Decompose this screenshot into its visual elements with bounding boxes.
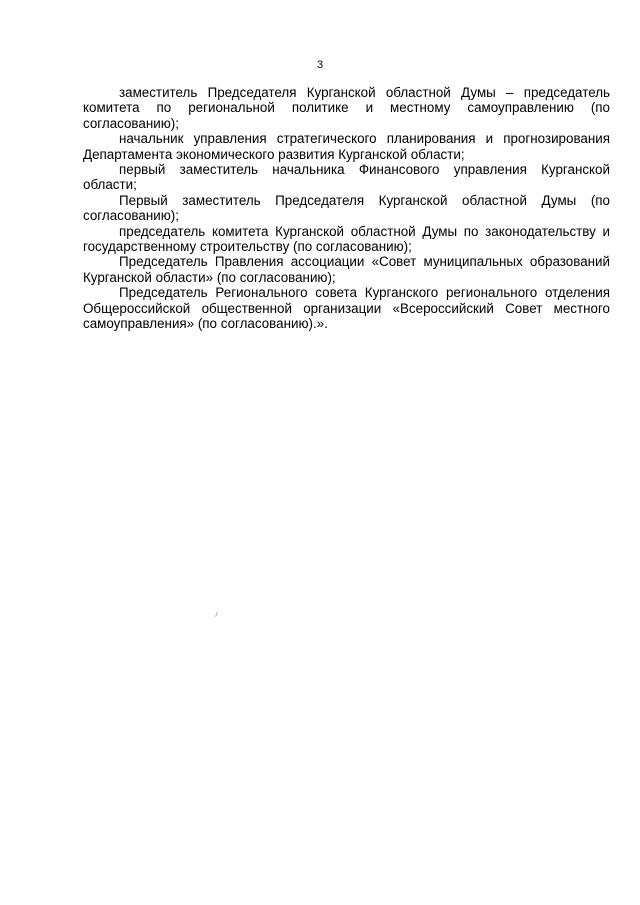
document-body: [83, 85, 610, 332]
paragraph-first-deputy-finance: первый заместитель начальника Финансового управления Курганской области;: [83, 162, 610, 193]
paragraph-chairman-regional-council: Председатель Регионального совета Курганского регионального отделения Общероссийской общественной организации «Всероссийский Совет местного самоуправления» (по согласованию).».: [83, 285, 610, 332]
paragraph-head-strategic-planning: начальник управления стратегического планирования и прогнозирования Департамента экономического развития Курганской области;: [83, 131, 610, 162]
paragraph-committee-chairman-legislation: председатель комитета Курганской областной Думы по законодательству и государственному строительству (по согласованию);: [83, 223, 610, 255]
scan-mark: [215, 612, 218, 617]
paragraph-deputy-chairman-duma: заместитель Председателя Курганской областной Думы – председатель комитета по региональной политике и местному самоуправлению (по согласованию);: [83, 85, 610, 131]
page-number: 3: [316, 59, 324, 71]
paragraph-first-deputy-chairman-duma: Первый заместитель Председателя Курганской областной Думы (по согласованию);: [83, 192, 610, 224]
paragraph-chairman-municipal-council: Председатель Правления ассоциации «Совет муниципальных образований Курганской области» (по согласованию);: [83, 254, 610, 285]
